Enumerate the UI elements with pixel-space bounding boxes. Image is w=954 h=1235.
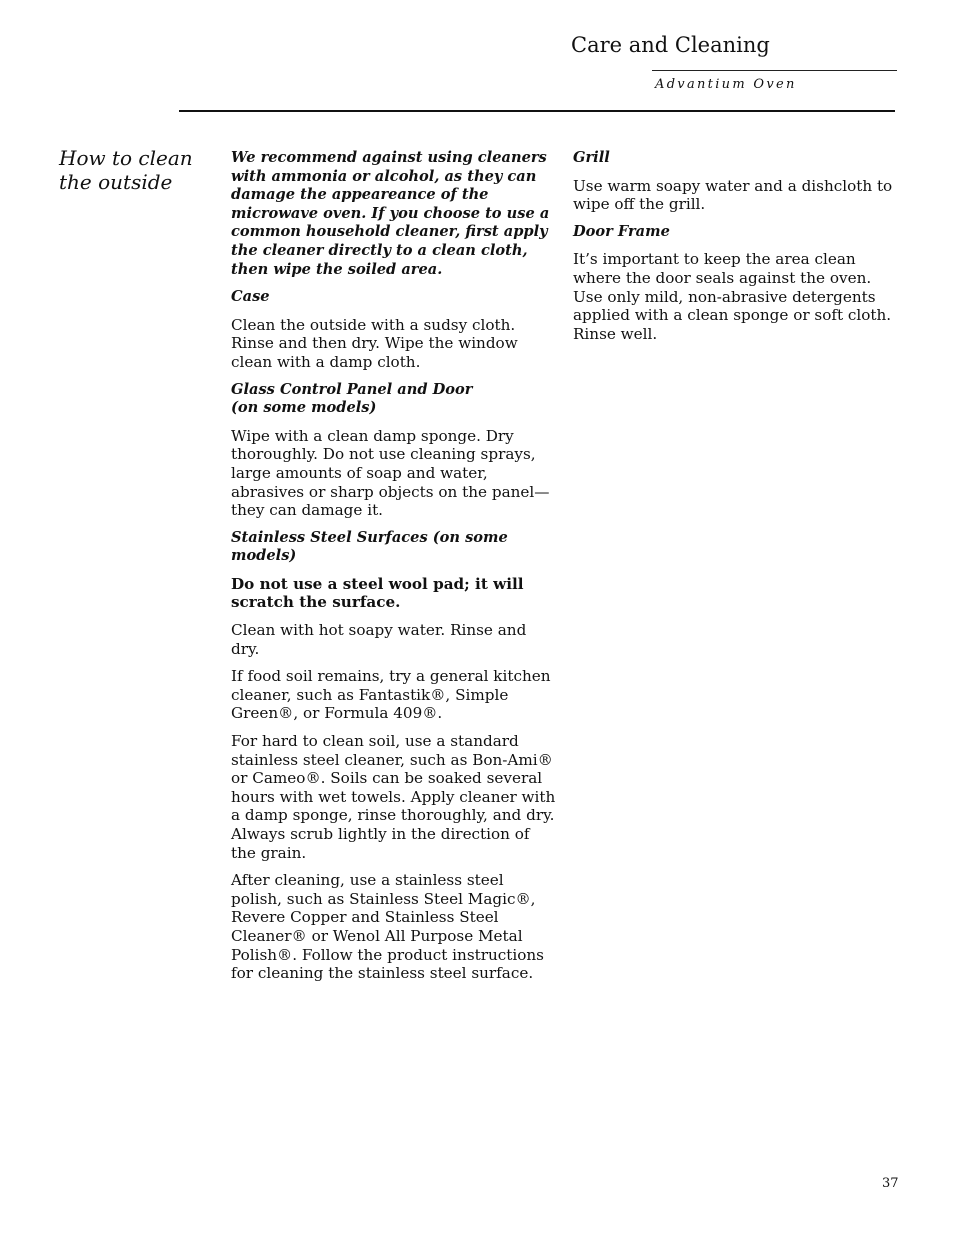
section-title-line-2: the outside xyxy=(59,170,173,194)
glass-panel-heading-line-2: (on some models) xyxy=(231,399,377,417)
section-title xyxy=(59,146,209,194)
page-number: 37 xyxy=(882,1176,899,1191)
stainless-paragraph-3: For hard to clean soil, use a standard stainless steel cleaner, such as Bon-Ami® or Cameo®. Soils can be soaked several hours with wet towels. Apply cleaner with a damp sponge, rinse thoroughly, and dry. Always scrub lightly in the direction of the grain. xyxy=(231,732,556,862)
stainless-paragraph-4: After cleaning, use a stainless steel polish, such as Stainless Steel Magic®, Revere Copper and Stainless Steel Cleaner® or Wenol All Purpose Metal Polish®. Follow the product instructions for cleaning the stainless steel surface. xyxy=(231,871,544,983)
stainless-paragraph-2: If food soil remains, try a general kitchen cleaner, such as Fantastik®, Simple Green®, or Formula 409®. xyxy=(231,667,551,723)
case-heading: Case xyxy=(231,288,270,306)
stainless-warning: Do not use a steel wool pad; it will scratch the surface. xyxy=(231,574,524,612)
section-divider xyxy=(179,110,895,112)
grill-heading: Grill xyxy=(573,149,610,166)
stainless-paragraph-1: Clean with hot soapy water. Rinse and dry. xyxy=(231,621,527,658)
page-header-title: Care and Cleaning xyxy=(571,33,770,57)
door-frame-text: It’s important to keep the area clean where the door seals against the oven. Use only mild, non-abrasive detergents applied with a clean sponge or soft cloth. Rinse well. xyxy=(573,250,892,343)
intro-warning: We recommend against using cleaners with ammonia or alcohol, as they can damage the appeareance of the microwave oven. If you choose to use a common household cleaner, first apply the cleaner directly to a clean cloth, then wipe the soiled area. xyxy=(231,149,550,278)
right-text-column xyxy=(573,149,899,352)
section-title-line-1: How to clean xyxy=(59,146,193,170)
grill-text: Use warm soapy water and a dishcloth to wipe off the grill. xyxy=(573,176,893,214)
door-frame-heading: Door Frame xyxy=(573,222,670,240)
page-header-subtitle: Advantium Oven xyxy=(655,77,797,92)
glass-panel-heading-line-1: Glass Control Panel and Door xyxy=(231,380,473,398)
glass-panel-heading xyxy=(231,381,557,418)
left-text-column xyxy=(231,149,557,992)
glass-panel-text: Wipe with a clean damp sponge. Dry thoroughly. Do not use cleaning sprays, large amounts of soap and water, abrasives or sharp objects on the panel—they can damage it. xyxy=(231,426,550,520)
case-text: Clean the outside with a sudsy cloth. Rinse and then dry. Wipe the window clean with a damp cloth. xyxy=(231,315,518,371)
header-divider xyxy=(652,70,897,71)
stainless-heading: Stainless Steel Surfaces (on some models) xyxy=(231,528,508,565)
